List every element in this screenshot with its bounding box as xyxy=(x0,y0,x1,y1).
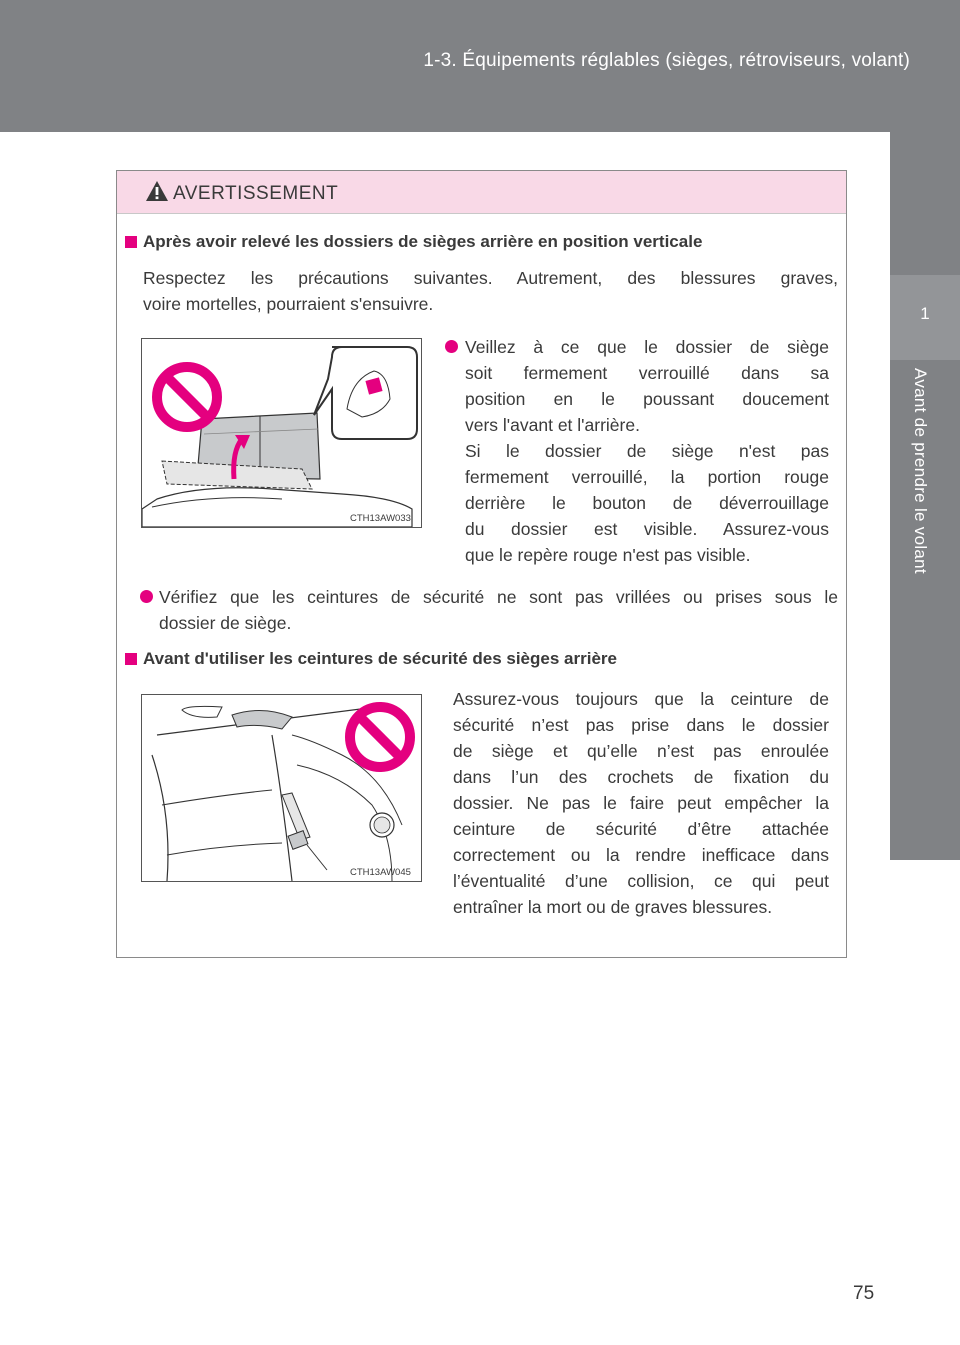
text-line: Respectez les précautions suivantes. Autrement, des blessures graves, xyxy=(143,268,838,288)
text-line: sécurité n’est pas prise dans le dossier xyxy=(453,715,829,735)
text-line: soit fermement verrouillé dans sa xyxy=(465,363,829,383)
text-line: position en le poussant doucement xyxy=(465,389,829,409)
section-marker-icon xyxy=(125,236,137,248)
text-line: fermement verrouillé, la portion rouge xyxy=(465,467,829,487)
rear-seat-illustration xyxy=(142,339,421,527)
figure-seat-lock xyxy=(141,338,422,528)
section2-body xyxy=(453,686,829,920)
section2-heading: Avant d'utiliser les ceintures de sécurité des sièges arrière xyxy=(143,649,617,668)
page-number: 75 xyxy=(853,1283,875,1304)
page-header xyxy=(0,0,960,132)
text-line: dans l’un des crochets de fixation du xyxy=(453,767,829,787)
figure-code: CTH13AW045 xyxy=(350,867,411,878)
chapter-label: Avant de prendre le volant xyxy=(911,368,930,574)
bullet-icon xyxy=(140,590,153,603)
text-line: ceinture de sécurité d’être attachée xyxy=(453,819,829,839)
text-line: vers l'avant et l'arrière. xyxy=(465,415,640,435)
figure-seatbelt xyxy=(141,694,422,882)
text-line: dossier. Ne pas le faire peut empêcher la xyxy=(453,793,829,813)
text-line: du dossier est visible. Assurez-vous xyxy=(465,519,829,539)
text-line: l’éventualité d’une collision, ce qui peut xyxy=(453,871,829,891)
section1-intro xyxy=(143,265,838,317)
section1-heading: Après avoir relevé les dossiers de sièges arrière en position verticale xyxy=(143,232,703,251)
chapter-number: 1 xyxy=(920,304,930,323)
warning-triangle-icon xyxy=(145,180,169,202)
text-line: que le repère rouge n'est pas visible. xyxy=(465,545,751,565)
text-line: Si le dossier de siège n'est pas xyxy=(465,441,829,461)
text-line: voire mortelles, pourraient s'ensuivre. xyxy=(143,294,434,314)
section-marker-icon xyxy=(125,653,137,665)
text-line: dossier de siège. xyxy=(159,613,292,633)
text-line: de siège et qu’elle n’est pas enroulée xyxy=(453,741,829,761)
text-line: correctement ou la rendre inefficace dans xyxy=(453,845,829,865)
warning-header xyxy=(117,171,846,214)
warning-title: AVERTISSEMENT xyxy=(173,183,339,204)
text-line: entraîner la mort ou de graves blessures. xyxy=(453,897,773,917)
text-line: Assurez-vous toujours que la ceinture de xyxy=(453,689,829,709)
text-line: Veillez à ce que le dossier de siège xyxy=(465,337,829,357)
bullet2-text xyxy=(159,584,838,636)
text-line: derrière le bouton de déverrouillage xyxy=(465,493,829,513)
seatbelt-illustration xyxy=(142,695,421,881)
bullet1-text xyxy=(465,334,829,568)
figure-code: CTH13AW033 xyxy=(350,513,411,524)
section-title: 1-3. Équipements réglables (sièges, rétroviseurs, volant) xyxy=(423,50,910,71)
bullet-icon xyxy=(445,340,458,353)
text-line: Vérifiez que les ceintures de sécurité ne sont pas vrillées ou prises sous le xyxy=(159,587,838,607)
